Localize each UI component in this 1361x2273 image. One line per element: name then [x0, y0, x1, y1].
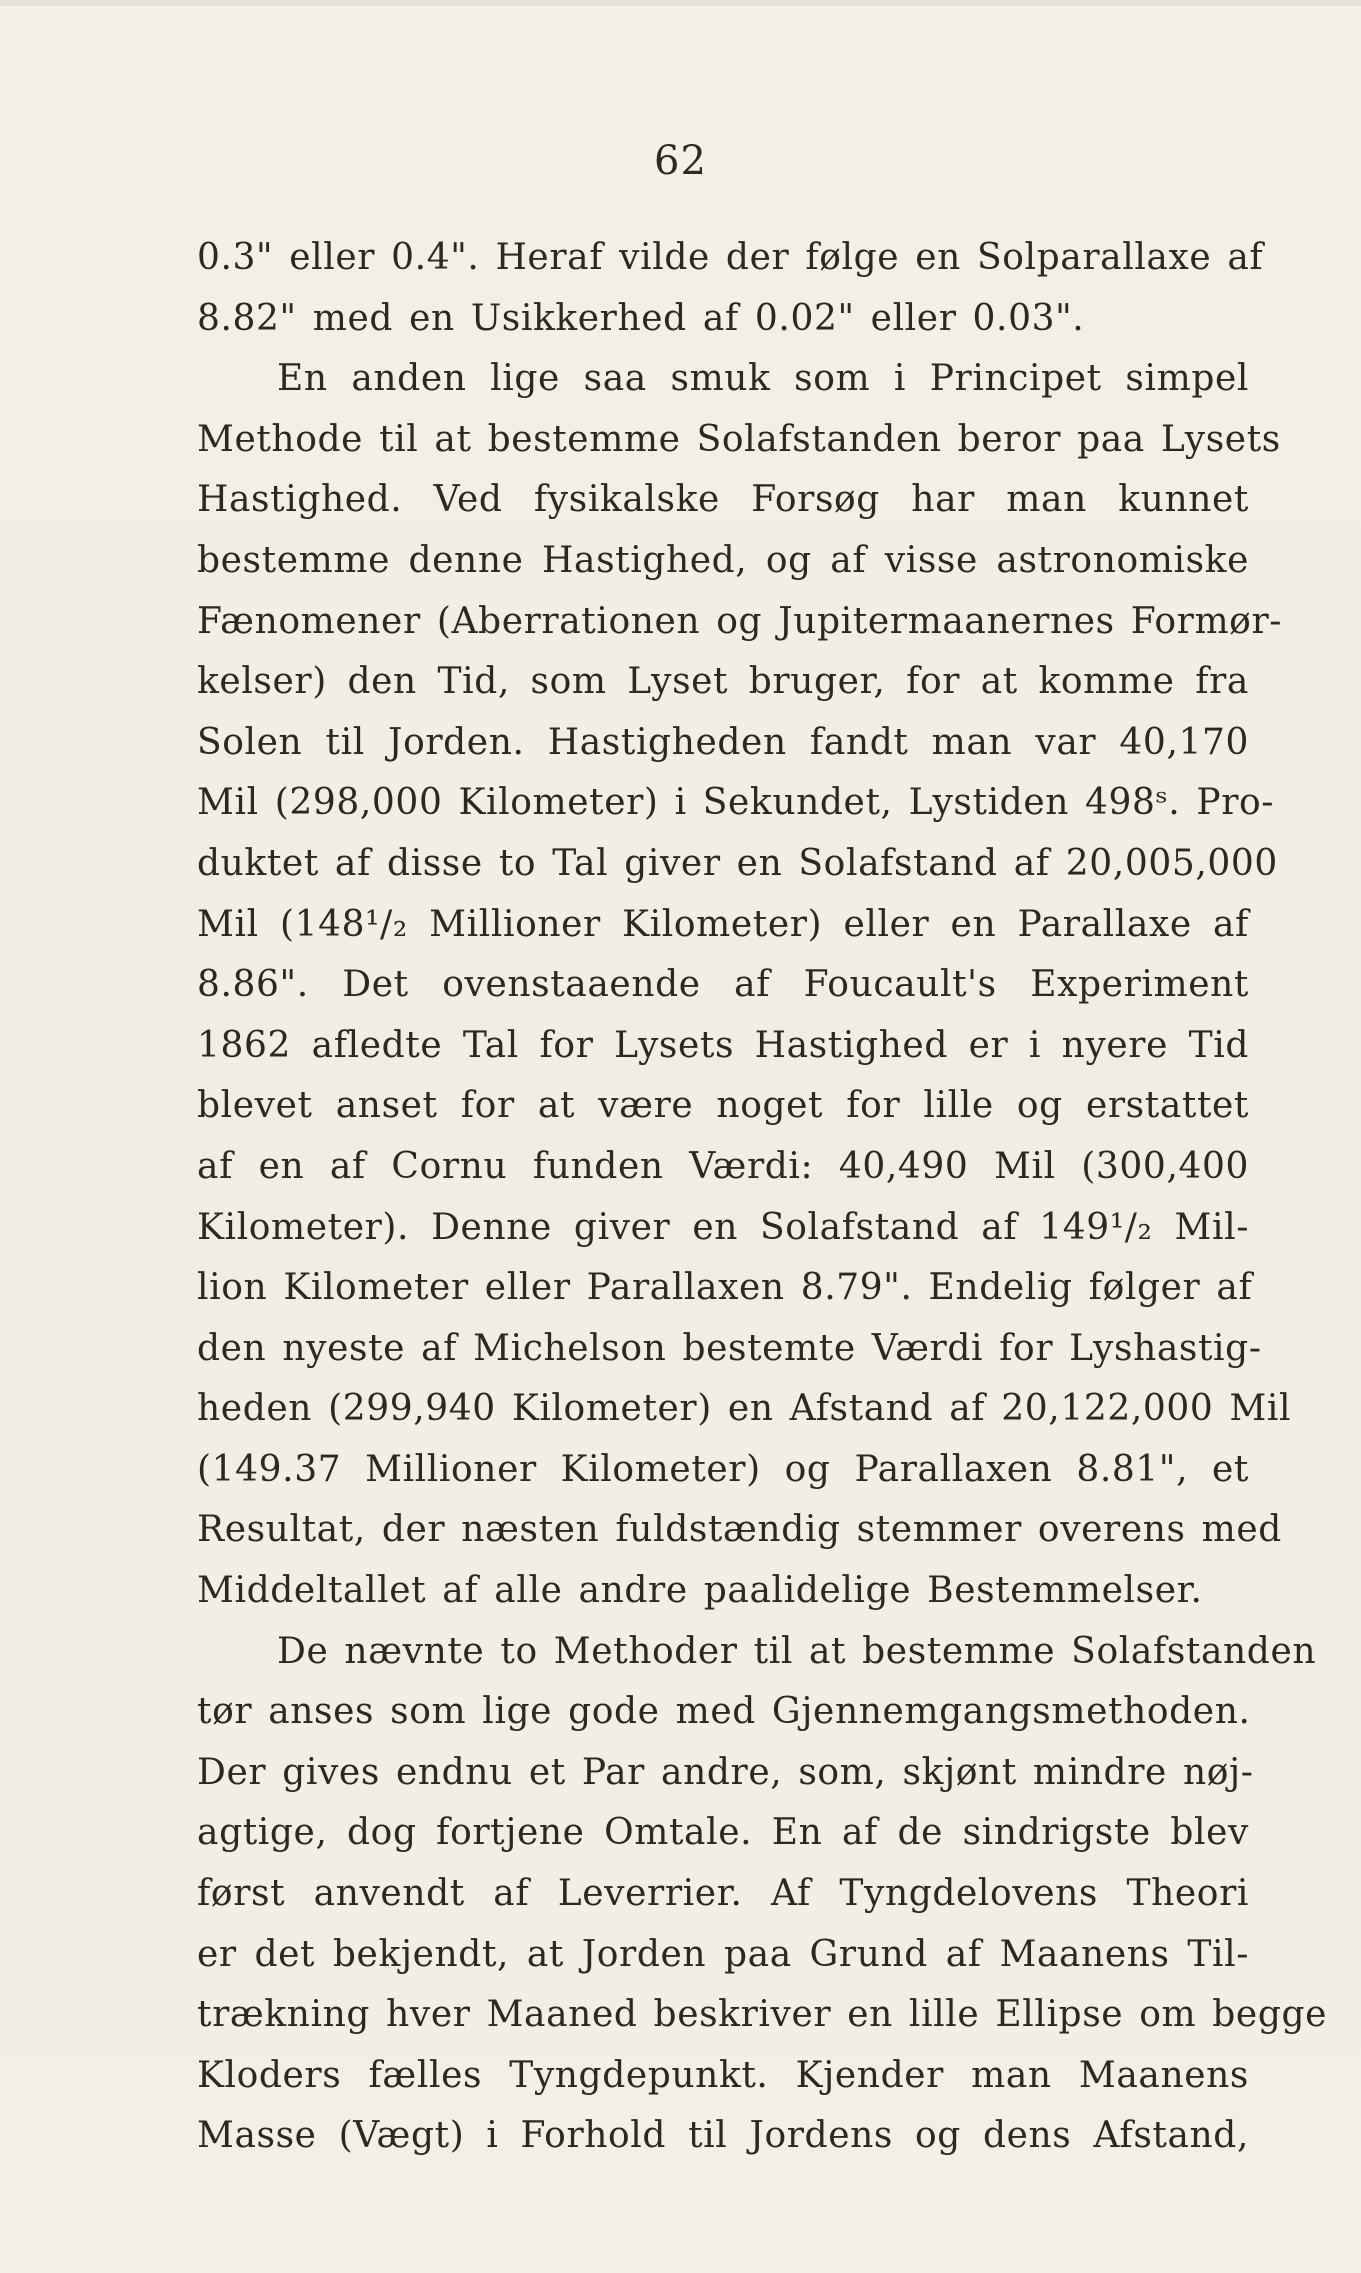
text-line: bestemme denne Hastighed, og af visse astronomiske	[197, 539, 1249, 581]
text-line: først anvendt af Leverrier. Af Tyngdelovens Theori	[197, 1873, 1249, 1915]
text-line: Der gives endnu et Par andre, som, skjønt mindre nøj-	[197, 1751, 1254, 1793]
text-line: (149.37 Millioner Kilometer) og Parallaxen 8.81", et	[197, 1448, 1249, 1490]
text-line: Mil (298,000 Kilometer) i Sekundet, Lystiden 498ˢ. Pro-	[197, 782, 1275, 824]
text-line: Methode til at bestemme Solafstanden beror paa Lysets	[197, 418, 1281, 460]
text-line: lion Kilometer eller Parallaxen 8.79". Endelig følger af	[197, 1267, 1253, 1309]
text-line: Solen til Jorden. Hastigheden fandt man var 40,170	[197, 721, 1249, 763]
text-line: 8.82" med en Usikkerhed af 0.02" eller 0.03".	[197, 297, 1085, 339]
body-text	[197, 228, 1328, 2167]
text-line: den nyeste af Michelson bestemte Værdi for Lyshastig-	[197, 1327, 1262, 1369]
text-line: Kilometer). Denne giver en Solafstand af 149¹/₂ Mil-	[197, 1206, 1249, 1248]
text-line: Mil (148¹/₂ Millioner Kilometer) eller en Parallaxe af	[197, 903, 1249, 945]
text-line: er det bekjendt, at Jorden paa Grund af Maanens Til-	[197, 1933, 1249, 1975]
text-line: 1862 afledte Tal for Lysets Hastighed er i nyere Tid	[197, 1024, 1249, 1066]
text-line: tør anses som lige gode med Gjennemgangsmethoden.	[197, 1691, 1251, 1733]
text-line: blevet anset for at være noget for lille og erstattet	[197, 1085, 1249, 1127]
text-line: trækning hver Maaned beskriver en lille Ellipse om begge	[197, 1994, 1328, 2036]
page-top-edge	[0, 0, 1361, 6]
text-line: Kloders fælles Tyngdepunkt. Kjender man Maanens	[197, 2054, 1249, 2096]
text-line: Fænomener (Aberrationen og Jupitermaanernes Formør-	[197, 600, 1283, 642]
text-line: 8.86". Det ovenstaaende af Foucault's Experiment	[197, 964, 1249, 1006]
text-line: agtige, dog fortjene Omtale. En af de sindrigste blev	[197, 1812, 1249, 1854]
text-line: Middeltallet af alle andre paalidelige Bestemmelser.	[197, 1570, 1203, 1612]
text-line: En anden lige saa smuk som i Principet simpel	[277, 358, 1249, 400]
text-line: Resultat, der næsten fuldstændig stemmer overens med	[197, 1509, 1282, 1551]
text-line: Hastighed. Ved fysikalske Forsøg har man kunnet	[197, 479, 1249, 521]
text-line: Masse (Vægt) i Forhold til Jordens og dens Afstand,	[197, 2115, 1249, 2157]
text-line: af en af Cornu funden Værdi: 40,490 Mil (300,400	[197, 1145, 1249, 1187]
text-line: 0.3" eller 0.4". Heraf vilde der følge en Solparallaxe af	[197, 237, 1264, 278]
text-line: duktet af disse to Tal giver en Solafstand af 20,005,000	[197, 842, 1278, 884]
text-line: heden (299,940 Kilometer) en Afstand af 20,122,000 Mil	[197, 1388, 1292, 1430]
text-line: De nævnte to Methoder til at bestemme Solafstanden	[277, 1630, 1317, 1672]
text-line: kelser) den Tid, som Lyset bruger, for at komme fra	[197, 661, 1249, 703]
page-number: 62	[654, 138, 707, 184]
